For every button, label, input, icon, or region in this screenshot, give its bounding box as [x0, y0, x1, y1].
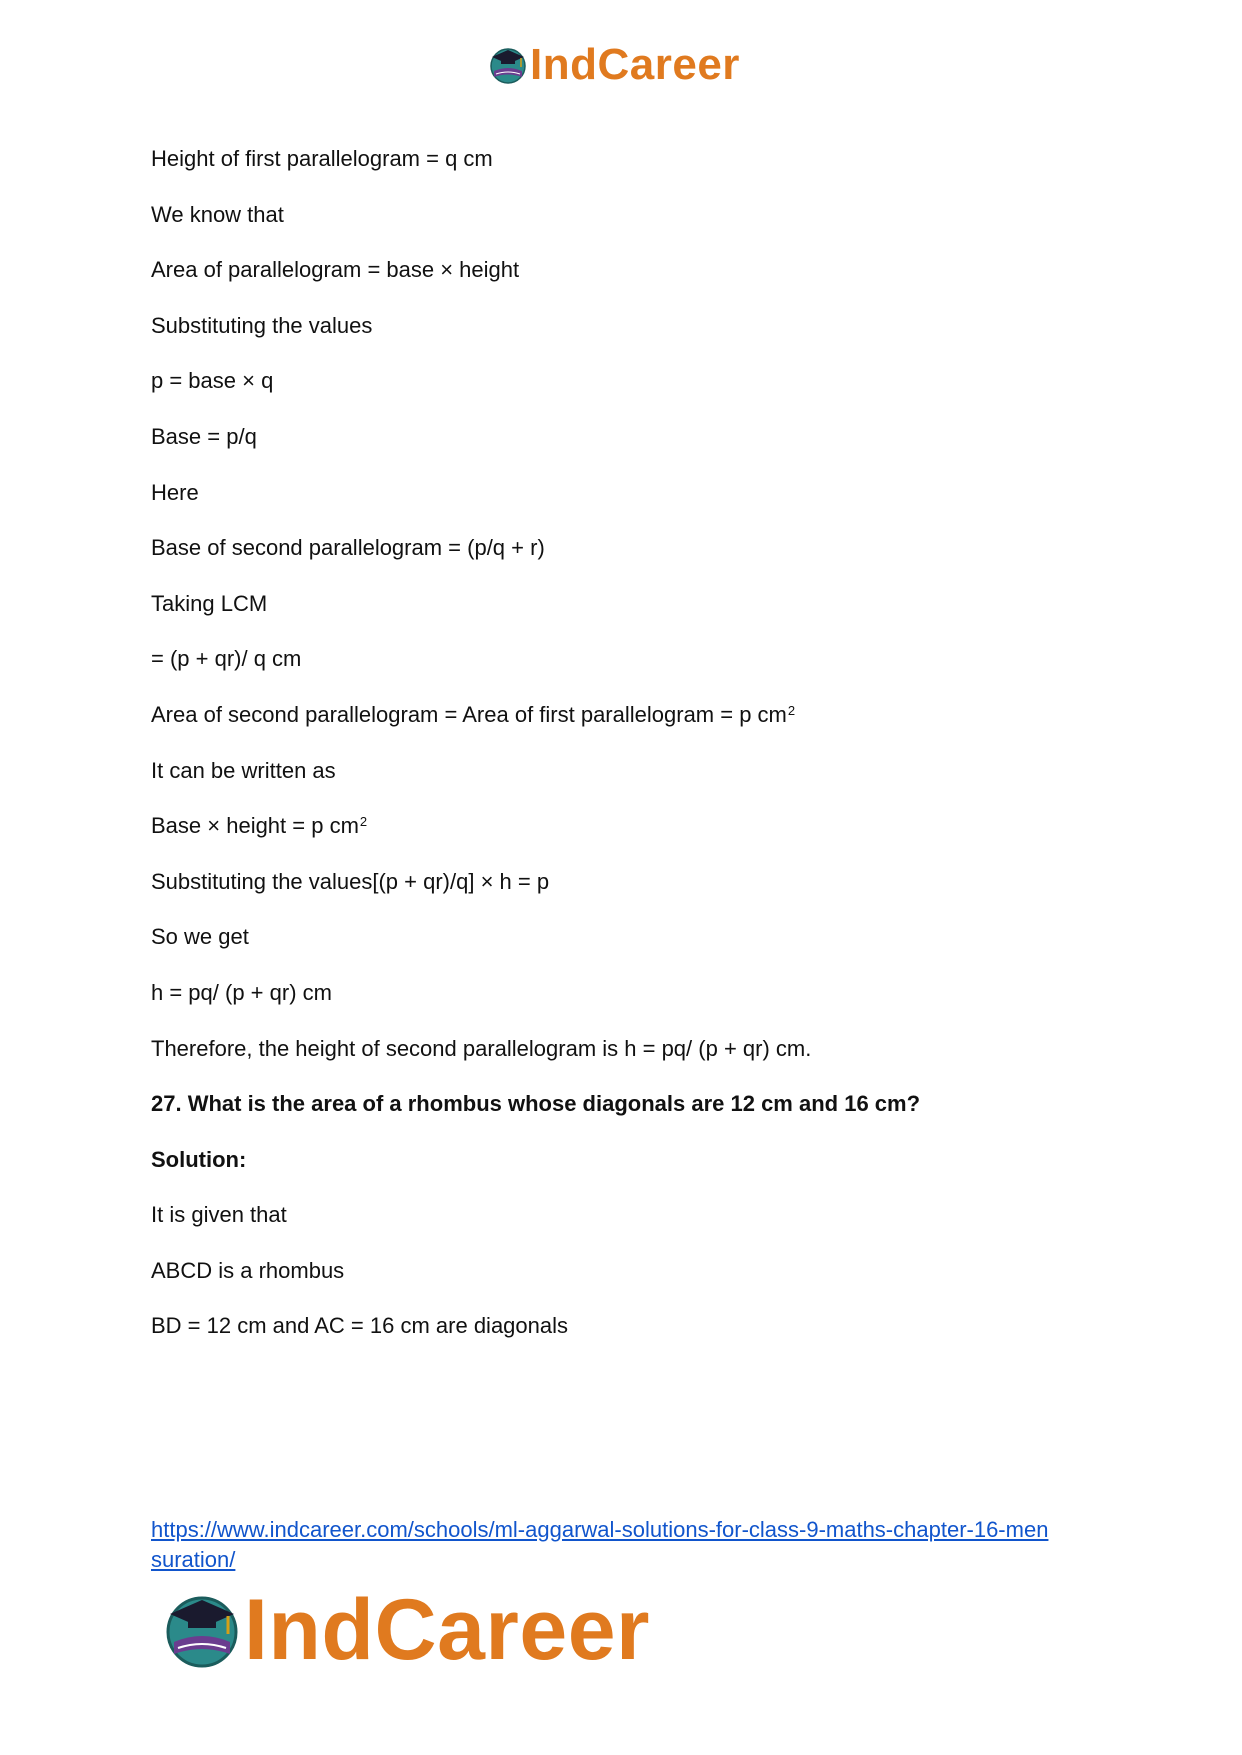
text-line: Base of second parallelogram = (p/q + r): [151, 535, 545, 561]
source-link-line-2: suration/: [151, 1547, 236, 1572]
footer-logo: [162, 1582, 650, 1678]
text-line: We know that: [151, 201, 284, 227]
solution-heading: Solution:: [151, 1146, 247, 1172]
graduation-cap-book-globe-icon: [162, 1590, 242, 1670]
source-link-line-1: https://www.indcareer.com/schools/ml-aggarwal-solutions-for-class-9-maths-chapter-16-men: [151, 1517, 1049, 1542]
text-line: It can be written as: [151, 757, 336, 783]
text-line: Area of parallelogram = base × height: [151, 257, 520, 283]
text-line: BD = 12 cm and AC = 16 cm are diagonals: [151, 1313, 569, 1339]
text-line: Base = p/q: [151, 423, 257, 449]
text-line: ABCD is a rhombus: [151, 1257, 345, 1283]
superscript: 2: [787, 702, 796, 718]
text-line: Therefore, the height of second parallelogram is h = pq/ (p + qr) cm.: [151, 1035, 812, 1061]
text-line: Height of first parallelogram = q cm: [151, 146, 493, 171]
brand-name: IndCareer: [244, 1582, 650, 1678]
brand-name: IndCareer: [530, 40, 740, 89]
text-line: Substituting the values[(p + qr)/q] × h = p: [151, 868, 550, 894]
text-line: h = pq/ (p + qr) cm: [151, 979, 332, 1005]
document-body: [151, 146, 1111, 1369]
text-line: Here: [151, 479, 199, 505]
text-line: It is given that: [151, 1202, 287, 1228]
header-logo: [488, 40, 740, 90]
graduation-cap-book-globe-icon: [488, 45, 528, 85]
source-link[interactable]: [151, 1515, 1111, 1575]
text-line: So we get: [151, 924, 249, 950]
text-line: = (p + qr)/ q cm: [151, 646, 302, 672]
superscript: 2: [359, 814, 368, 830]
question-heading: 27. What is the area of a rhombus whose diagonals are 12 cm and 16 cm?: [151, 1091, 921, 1117]
text-line: p = base × q: [151, 368, 274, 394]
text-line: Taking LCM: [151, 590, 268, 616]
text-line: Substituting the values: [151, 312, 373, 338]
text-line: Base × height = p $cm^2$: [151, 813, 368, 839]
text-line: Area of second parallelogram = Area of first parallelogram = p $cm^2$: [151, 701, 796, 727]
